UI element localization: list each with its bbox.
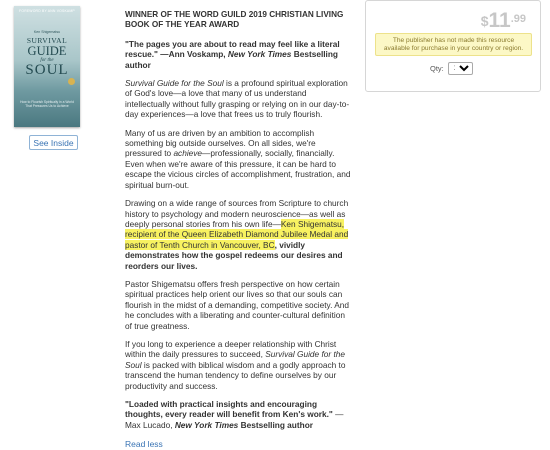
quote-tail: Bestselling author — [125, 49, 338, 70]
paragraph-bold-text: , vividly demonstrates how the gospel redeems our desires and reorders our lives. — [125, 239, 343, 271]
cover-title-line4: SOUL — [25, 62, 69, 78]
unavailable-notice: The publisher has not made this resource available for purchase in your country or region. — [375, 33, 532, 56]
cover-subtitle-text: How to Flourish Spiritually in a World That Pressures Us to Achieve — [20, 100, 74, 109]
quote-text: "Loaded with practical insights and encouraging thoughts, every reader will benefit from Ken's work." — [125, 399, 333, 420]
see-inside-button[interactable]: See Inside — [29, 135, 78, 150]
description-paragraph-1 — [125, 78, 353, 120]
book-title-italic: Survival Guide for the Soul — [125, 78, 224, 89]
award-medal-icon — [68, 78, 75, 85]
read-less-link[interactable]: Read less — [125, 439, 163, 450]
quote-text: "The pages you are about to read may feel like a literal rescue." — [125, 38, 340, 60]
book-title-italic: Survival Guide for the Soul — [125, 349, 345, 370]
paragraph-text: Many of us are driven by an ambition to accomplish something big outside ourselves. On all sides, we're pressured to — [125, 127, 316, 159]
description-paragraph-3 — [125, 198, 353, 271]
price-whole: 11 — [488, 9, 511, 32]
book-cover-image[interactable] — [14, 6, 80, 127]
description-paragraph-2 — [125, 128, 353, 190]
quantity-select[interactable] — [448, 62, 473, 75]
qty-label: Qty: — [430, 64, 444, 73]
book-description — [125, 10, 353, 450]
highlighted-text: Ken Shigematsu, recipient of the Queen Elizabeth Diamond Jubilee Medal and pastor of Tenth Church in Vancouver, BC — [125, 218, 349, 250]
quote-lucado — [125, 399, 353, 430]
paragraph-text: is packed with biblical wisdom and a godly approach to transcend the human tendency to define ourselves by our productivity and success. — [125, 359, 346, 391]
paragraph-text: is a profound spiritual exploration of God's love—a love that many of us understand intellectually without fully grasping or relying on in our day-to-day experiences—a love that frees us to truly flourish. — [125, 78, 350, 120]
quote-tail: Bestselling author — [238, 419, 313, 430]
cover-foreword-text: FOREWORD BY ANN VOSKAMP — [19, 9, 75, 13]
cover-title-line1: SURVIVAL — [26, 36, 68, 45]
quote-attribution: —Max Lucado, — [125, 409, 344, 430]
purchase-box — [365, 0, 541, 92]
description-paragraph-5 — [125, 339, 353, 391]
price-currency: $ — [480, 13, 489, 29]
quote-source: New York Times — [174, 419, 239, 430]
quote-attribution: —Ann Voskamp, — [158, 49, 228, 60]
paragraph-text: —professionally, socially, financially. Even when we're aware of this pressure, it can be hard to escape the vicious circles of accomplishment, frustration, and spiritual burn-out. — [125, 148, 351, 190]
cover-title-line2: GUIDE — [27, 44, 67, 58]
emphasis-text: achieve — [173, 148, 203, 159]
cover-author-text: Ken Shigematsu — [33, 30, 61, 34]
paragraph-text: If you long to experience a deeper relationship with Christ within the daily pressures to succeed, — [125, 338, 337, 360]
quantity-control — [430, 62, 473, 75]
paragraph-text: Drawing on a wide range of sources from Scripture to church history to psychology and modern neuroscience—as well as deeply personal stories from his own life— — [125, 198, 349, 229]
price-cents: .99 — [510, 13, 526, 25]
quote-voskamp — [125, 39, 353, 70]
price — [481, 9, 526, 33]
award-heading: WINNER OF THE WORD GUILD 2019 CHRISTIAN LIVING BOOK OF THE YEAR AWARD — [125, 10, 344, 30]
description-paragraph-4: Pastor Shigematsu offers fresh perspective on how certain spiritual practices help orient our lives so that our souls can flourish in the midst of a demanding, competitive society. And he concludes with a liberating and counter-cultural definition of true greatness. — [125, 278, 349, 331]
cover-title-line3: for the — [40, 58, 54, 63]
quote-source: New York Times — [227, 49, 292, 60]
